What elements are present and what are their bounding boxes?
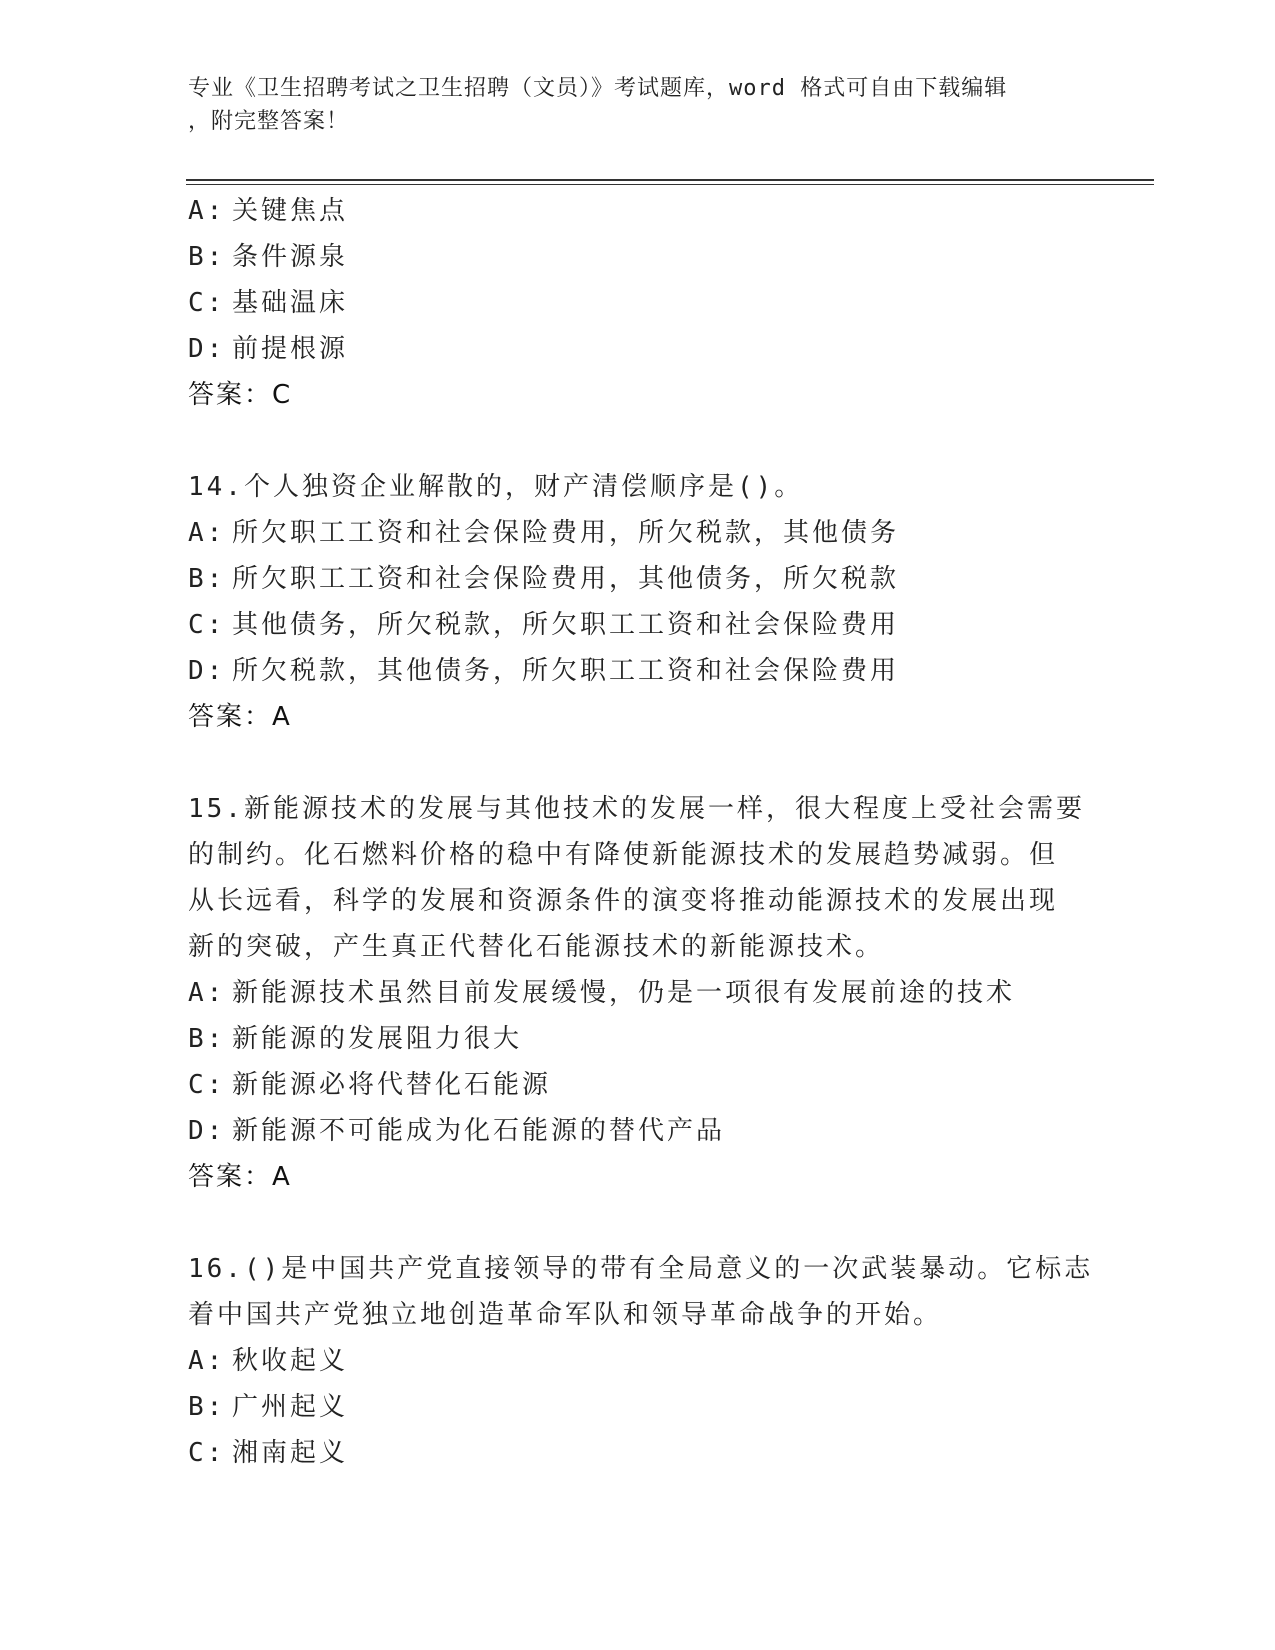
header-divider bbox=[186, 179, 1154, 181]
option-c bbox=[188, 602, 1088, 648]
option-text: 前提根源 bbox=[232, 334, 349, 364]
question-stem-line: 的制约。化石燃料价格的稳中有降使新能源技术的发展趋势减弱。但 bbox=[188, 840, 1059, 870]
option-letter: D: bbox=[188, 656, 226, 686]
option-letter: C: bbox=[188, 610, 226, 640]
option-letter: C: bbox=[188, 1070, 226, 1100]
option-text: 基础温床 bbox=[232, 288, 349, 318]
option-text: 其他债务，所欠税款，所欠职工工资和社会保险费用 bbox=[232, 610, 900, 640]
option-text: 新能源必将代替化石能源 bbox=[232, 1070, 552, 1100]
option-letter: D: bbox=[188, 334, 226, 364]
option-letter: C: bbox=[188, 288, 226, 318]
question-stem-line: 新的突破，产生真正代替化石能源技术的新能源技术。 bbox=[188, 932, 885, 962]
option-a bbox=[188, 970, 1088, 1016]
question-stem bbox=[188, 464, 1068, 510]
option-d bbox=[188, 1108, 1088, 1154]
option-b bbox=[188, 1016, 1088, 1062]
option-text: 新能源不可能成为化石能源的替代产品 bbox=[232, 1116, 726, 1146]
option-b bbox=[188, 234, 1088, 280]
answer-line: 答案：C bbox=[188, 380, 293, 410]
question-stem-line: 从长远看，科学的发展和资源条件的演变将推动能源技术的发展出现 bbox=[188, 886, 1059, 916]
option-text: 秋收起义 bbox=[232, 1346, 349, 1376]
option-b bbox=[188, 556, 1088, 602]
question-stem-line: 14.个人独资企业解散的，财产清偿顺序是()。 bbox=[188, 472, 804, 502]
question-list bbox=[188, 188, 1094, 1476]
option-text: 所欠职工工资和社会保险费用，所欠税款，其他债务 bbox=[232, 518, 900, 548]
option-c bbox=[188, 280, 1088, 326]
answer-line: 答案：A bbox=[188, 702, 292, 732]
option-a bbox=[188, 188, 1088, 234]
option-c bbox=[188, 1062, 1088, 1108]
option-d bbox=[188, 326, 1088, 372]
option-b bbox=[188, 1384, 1088, 1430]
question-stem-line: 15.新能源技术的发展与其他技术的发展一样，很大程度上受社会需要 bbox=[188, 794, 1085, 824]
question-block bbox=[188, 786, 1088, 1200]
option-a bbox=[188, 1338, 1088, 1384]
question-block bbox=[188, 1246, 1094, 1476]
option-a bbox=[188, 510, 1088, 556]
option-c bbox=[188, 1430, 1088, 1476]
option-letter: A: bbox=[188, 978, 226, 1008]
document-header bbox=[188, 72, 1068, 138]
header-line-2: ，附完整答案！ bbox=[188, 109, 350, 134]
option-text: 条件源泉 bbox=[232, 242, 349, 272]
question-stem-line: 着中国共产党独立地创造革命军队和领导革命战争的开始。 bbox=[188, 1300, 943, 1330]
option-text: 湘南起义 bbox=[232, 1438, 349, 1468]
question-block bbox=[188, 464, 1088, 740]
option-text: 所欠税款，其他债务，所欠职工工资和社会保险费用 bbox=[232, 656, 900, 686]
option-text: 新能源的发展阻力很大 bbox=[232, 1024, 523, 1054]
answer-line: 答案：A bbox=[188, 1162, 292, 1192]
option-text: 所欠职工工资和社会保险费用，其他债务，所欠税款 bbox=[232, 564, 900, 594]
option-d bbox=[188, 648, 1088, 694]
option-letter: A: bbox=[188, 518, 226, 548]
option-letter: B: bbox=[188, 1024, 226, 1054]
option-text: 广州起义 bbox=[232, 1392, 349, 1422]
option-letter: A: bbox=[188, 196, 226, 226]
option-text: 关键焦点 bbox=[232, 196, 349, 226]
question-block bbox=[188, 188, 1088, 418]
option-letter: A: bbox=[188, 1346, 226, 1376]
question-stem-line: 16.()是中国共产党直接领导的带有全局意义的一次武装暴动。它标志 bbox=[188, 1254, 1094, 1284]
question-stem bbox=[188, 1246, 1094, 1338]
option-letter: B: bbox=[188, 564, 226, 594]
option-letter: B: bbox=[188, 1392, 226, 1422]
option-text: 新能源技术虽然目前发展缓慢，仍是一项很有发展前途的技术 bbox=[232, 978, 1016, 1008]
header-line-1: 专业《卫生招聘考试之卫生招聘（文员）》考试题库，word 格式可自由下载编辑 bbox=[188, 76, 1008, 101]
option-letter: C: bbox=[188, 1438, 226, 1468]
option-letter: D: bbox=[188, 1116, 226, 1146]
question-stem bbox=[188, 786, 1085, 970]
header-divider-thin bbox=[186, 184, 1154, 185]
option-letter: B: bbox=[188, 242, 226, 272]
